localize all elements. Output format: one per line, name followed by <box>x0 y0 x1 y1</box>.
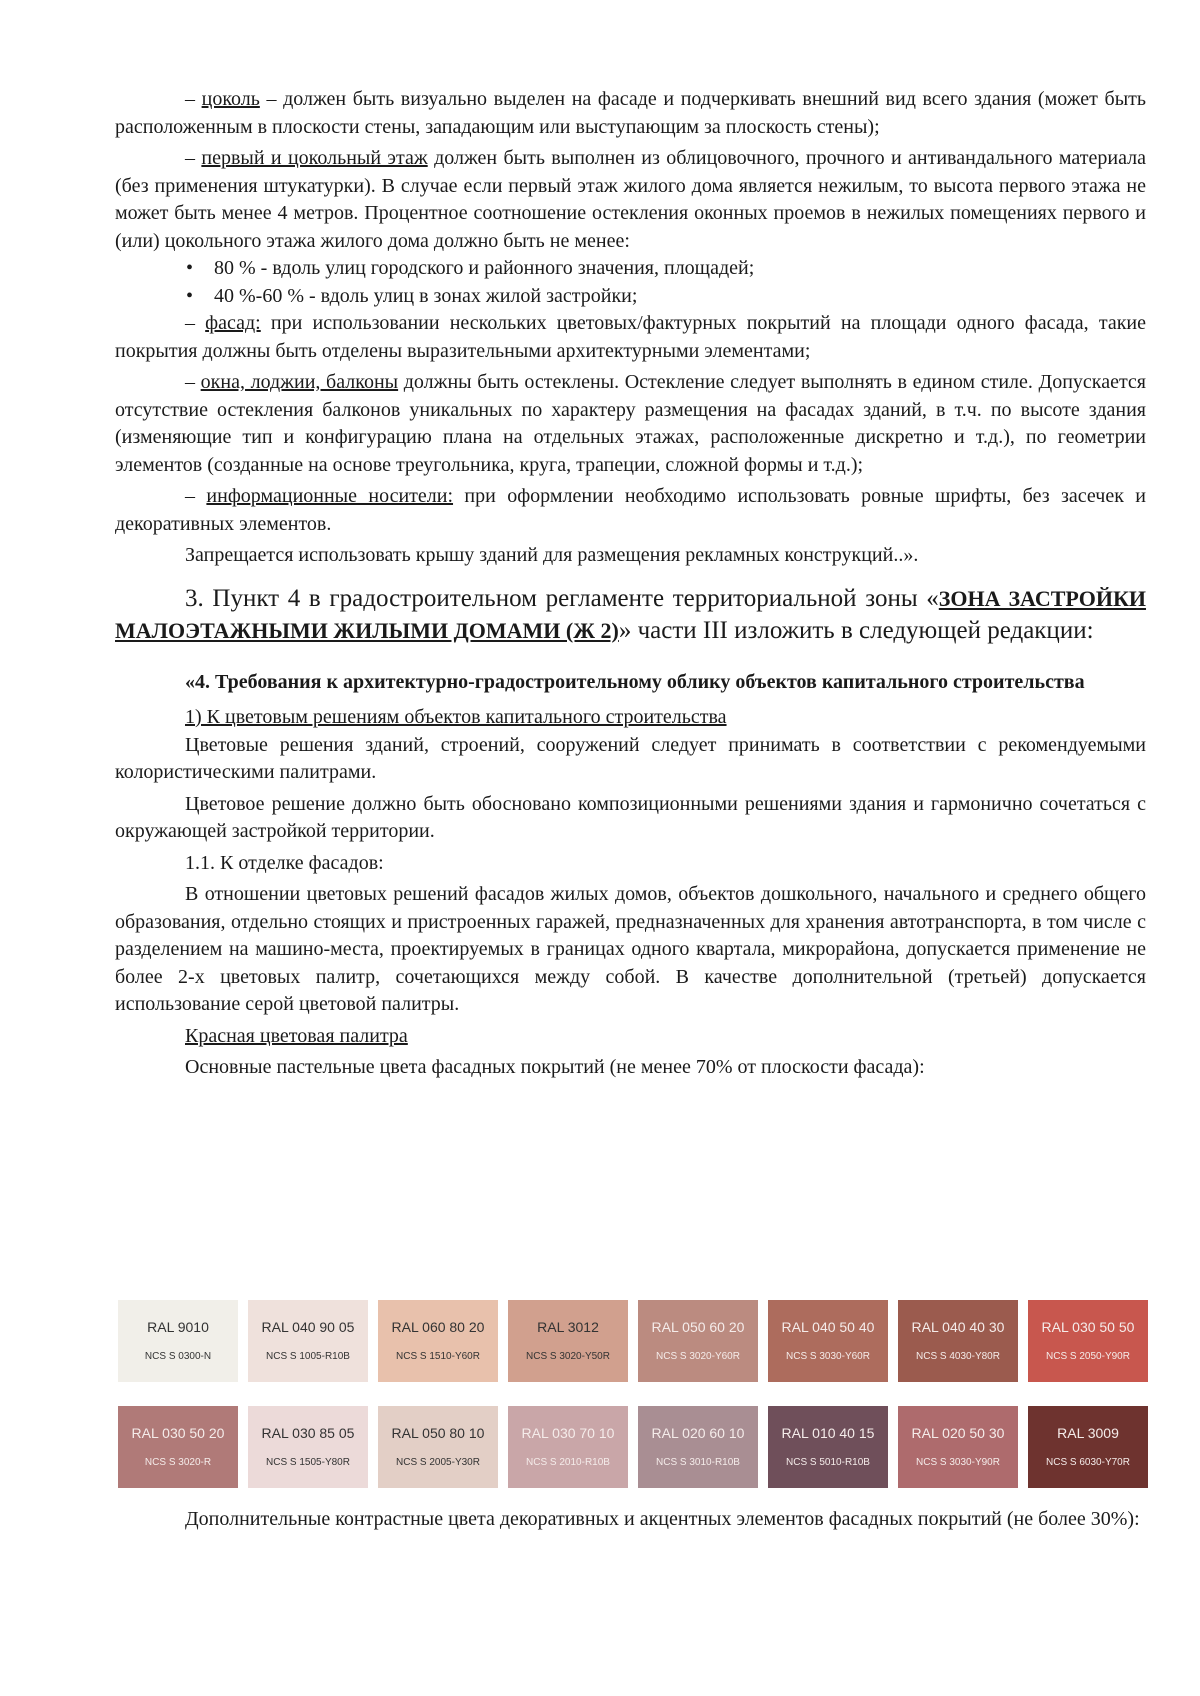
palette-row-1 <box>118 1300 1138 1382</box>
swatch-ncs-code: NCS S 1505-Y80R <box>266 1457 350 1468</box>
palette-extra-caption: Дополнительные контрастные цвета декоративных и акцентных элементов фасадных покрытий (не более 30%): <box>185 1508 1140 1530</box>
paragraph-socle: – цоколь – должен быть визуально выделен на фасаде и подчеркивать внешний вид всего здания (может быть расположенным в плоскости стены, западающим или выступающим за плоскость стены); <box>115 88 1146 138</box>
swatch-ral-code: RAL 030 50 50 <box>1041 1319 1135 1335</box>
color-swatch <box>1028 1406 1148 1488</box>
paragraph-color-3: В отношении цветовых решений фасадов жилых домов, объектов дошкольного, начального и среднего общего образования, отдельно стоящих и пристроенных гаражей, предназначенных для хранения автотранспорта, в том числе с разделением на машино-места, проектируемых в границах одного квартала, микрорайона, допускается применение не более 2-х цветовых палитр, сочетающихся между собой. В качестве дополнительной (третьей) допускается использование серой цветовой палитры. <box>115 883 1146 1015</box>
swatch-ral-code: RAL 050 80 10 <box>391 1425 485 1441</box>
swatch-ncs-code: NCS S 2010-R10B <box>526 1457 610 1468</box>
palette-main-caption: Основные пастельные цвета фасадных покрытий (не менее 70% от плоскости фасада): <box>185 1056 925 1078</box>
swatch-ncs-code: NCS S 6030-Y70R <box>1046 1457 1130 1468</box>
bullet-item-40-60: • 40 %-60 % - вдоль улиц в зонах жилой застройки; <box>115 283 1146 311</box>
color-swatch <box>638 1406 758 1488</box>
swatch-ral-code: RAL 030 85 05 <box>261 1425 355 1441</box>
color-swatch <box>248 1406 368 1488</box>
palette-row-2 <box>118 1406 1138 1488</box>
subsection-color-solutions: 1) К цветовым решениям объектов капитального строительства <box>185 706 727 728</box>
color-swatch <box>508 1406 628 1488</box>
paragraph-first-floor: – первый и цокольный этаж должен быть выполнен из облицовочного, прочного и антивандального материала (без применения штукатурки). В случае если первый этаж жилого дома является нежилым, то высота первого этажа не может быть менее 4 метров. Процентное соотношение остекления оконных проемов в нежилых помещениях первого и (или) цокольного этажа жилого дома должно быть не менее: <box>115 147 1147 252</box>
swatch-ral-code: RAL 3012 <box>537 1319 599 1335</box>
color-swatch <box>248 1300 368 1382</box>
color-swatch <box>118 1406 238 1488</box>
paragraph-windows: – окна, лоджии, балконы должны быть остеклены. Остекление следует выполнять в едином стиле. Допускается отсутствие остекления балконов уникальных по характеру размещения на фасадах зданий, в т.ч. по высоте здания (изменяющие тип и конфигурацию плана на отдельных этажах, расположенные дискретно и т.д.), по геометрии элементов (созданные на основе треугольника, круга, трапеции, сложной формы и т.д.); <box>115 371 1147 476</box>
color-swatch <box>1028 1300 1148 1382</box>
term-first-floor: первый и цокольный этаж <box>201 147 428 169</box>
swatch-ncs-code: NCS S 3020-R <box>144 1457 212 1468</box>
swatch-ncs-code: NCS S 3020-Y50R <box>526 1351 610 1362</box>
paragraph-info-carriers: – информационные носители: при оформлении необходимо использовать ровные шрифты, без засечек и декоративных элементов. <box>115 485 1147 535</box>
subsection-facade-finish: 1.1. К отделке фасадов: <box>185 851 384 874</box>
color-swatch <box>378 1300 498 1382</box>
swatch-ncs-code: NCS S 2050-Y90R <box>1046 1351 1130 1362</box>
bullet-icon: • <box>186 284 194 307</box>
swatch-ncs-code: NCS S 5010-R10B <box>786 1457 870 1468</box>
palette-title: Красная цветовая палитра <box>185 1024 408 1047</box>
color-swatch <box>768 1406 888 1488</box>
swatch-ncs-code: NCS S 3020-Y60R <box>656 1351 740 1362</box>
term-facade: фасад: <box>205 312 261 334</box>
swatch-ncs-code: NCS S 2005-Y30R <box>396 1457 480 1468</box>
swatch-ral-code: RAL 9010 <box>147 1319 209 1335</box>
paragraph-roof: Запрещается использовать крышу зданий для размещения рекламных конструкций..». <box>185 544 919 566</box>
swatch-ral-code: RAL 040 90 05 <box>261 1319 355 1335</box>
color-swatch <box>378 1406 498 1488</box>
swatch-ncs-code: NCS S 3010-R10B <box>656 1457 740 1468</box>
swatch-ral-code: RAL 010 40 15 <box>781 1425 875 1441</box>
swatch-ncs-code: NCS S 3030-Y60R <box>786 1351 870 1362</box>
swatch-ral-code: RAL 040 50 40 <box>781 1319 875 1335</box>
swatch-ncs-code: NCS S 4030-Y80R <box>916 1351 1000 1362</box>
zone-name: ЗОНА ЗАСТРОЙКИ МАЛОЭТАЖНЫМИ ЖИЛЫМИ ДОМАМИ (Ж 2) <box>115 585 1147 643</box>
swatch-ral-code: RAL 030 50 20 <box>131 1425 225 1441</box>
swatch-ncs-code: NCS S 1510-Y60R <box>396 1351 480 1362</box>
section-heading: «4. Требования к архитектурно-градостроительному облику объектов капитального строительства <box>185 670 1085 693</box>
swatch-ral-code: RAL 3009 <box>1057 1425 1119 1441</box>
term-windows: окна, лоджии, балконы <box>200 371 399 393</box>
color-swatch <box>118 1300 238 1382</box>
paragraph-facade: – фасад: при использовании нескольких цветовых/фактурных покрытий на площади одного фасада, такие покрытия должны быть отделены выразительными архитектурными элементами; <box>115 312 1147 362</box>
color-swatch <box>768 1300 888 1382</box>
swatch-ral-code: RAL 040 40 30 <box>911 1319 1005 1335</box>
point-3: 3. Пункт 4 в градостроительном регламенте территориальной зоны «ЗОНА ЗАСТРОЙКИ МАЛОЭТАЖНЫМИ ЖИЛЫМИ ДОМАМИ (Ж 2)» части III изложить в следующей редакции: <box>115 584 1147 644</box>
paragraph-color-2: Цветовое решение должно быть обосновано композиционными решениями здания и гармонично сочетаться с окружающей застройкой территории. <box>115 792 1146 842</box>
swatch-ral-code: RAL 020 60 10 <box>651 1425 745 1441</box>
swatch-ral-code: RAL 060 80 20 <box>391 1319 485 1335</box>
term-socle: цоколь <box>201 88 260 110</box>
bullet-icon: • <box>186 257 194 279</box>
color-swatch <box>898 1300 1018 1382</box>
color-swatch <box>898 1406 1018 1488</box>
paragraph-color-1: Цветовые решения зданий, строений, сооружений следует принимать в соответствии с рекомендуемыми колористическими палитрами. <box>115 733 1146 783</box>
swatch-ral-code: RAL 050 60 20 <box>651 1319 745 1335</box>
bullet-item-80: • 80 % - вдоль улиц городского и районного значения, площадей; <box>115 255 1146 283</box>
swatch-ncs-code: NCS S 1005-R10B <box>266 1351 350 1362</box>
swatch-ncs-code: NCS S 0300-N <box>144 1351 212 1362</box>
document-body <box>115 86 1146 1082</box>
swatch-ncs-code: NCS S 3030-Y90R <box>916 1457 1000 1468</box>
swatch-ral-code: RAL 030 70 10 <box>521 1425 615 1441</box>
color-swatch <box>638 1300 758 1382</box>
color-swatch <box>508 1300 628 1382</box>
swatch-ral-code: RAL 020 50 30 <box>911 1425 1005 1441</box>
term-info-carriers: информационные носители: <box>206 485 454 507</box>
